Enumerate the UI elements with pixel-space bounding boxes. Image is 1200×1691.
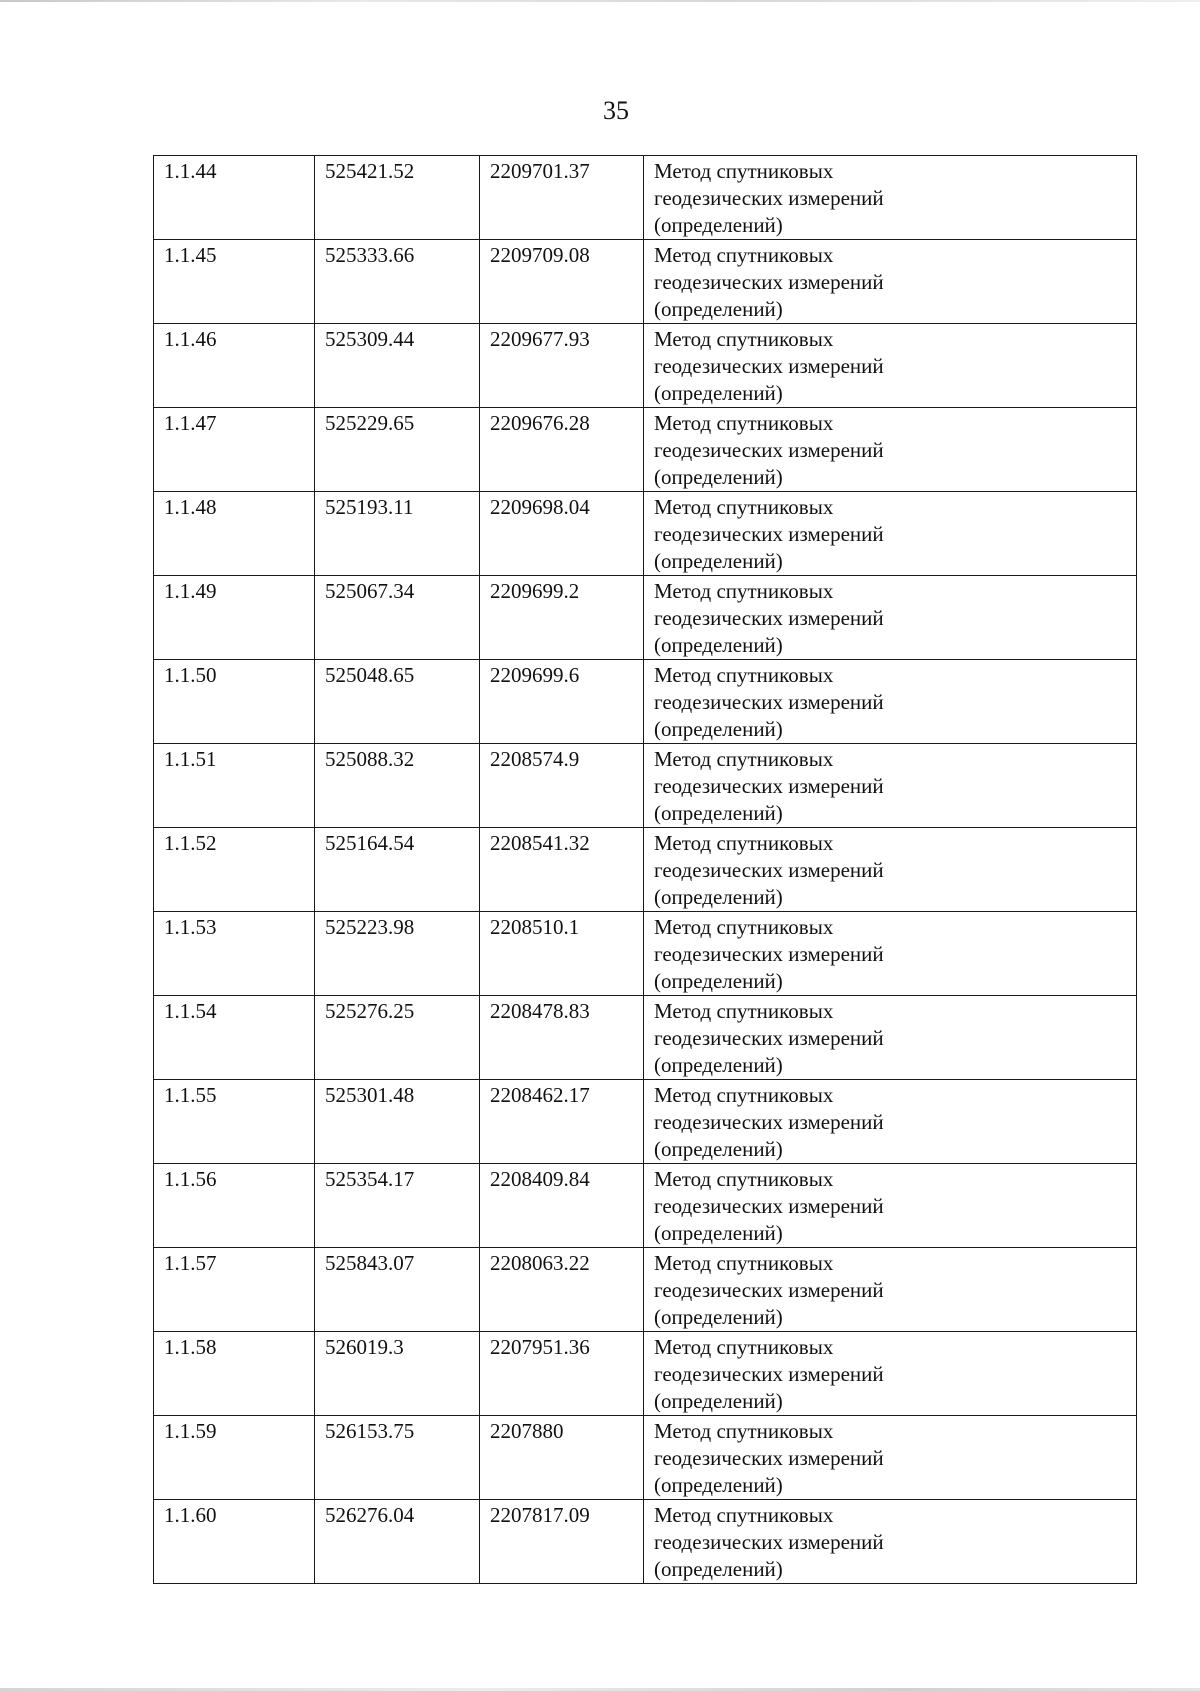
method-text-line: (определений)	[654, 549, 783, 573]
x-coordinate-cell: 525048.65	[315, 660, 480, 744]
y-coordinate-cell: 2207880	[480, 1416, 644, 1500]
method-text-line: геодезических измерений	[654, 354, 884, 378]
table-row	[154, 744, 1137, 828]
y-coordinate-cell: 2208063.22	[480, 1248, 644, 1332]
method-text-line: Метод спутниковых	[654, 243, 834, 267]
method-text-line: геодезических измерений	[654, 1026, 884, 1050]
y-coordinate-cell: 2209677.93	[480, 324, 644, 408]
method-text-line: Метод спутниковых	[654, 831, 834, 855]
x-coordinate-cell: 525333.66	[315, 240, 480, 324]
x-coordinate-cell: 526019.3	[315, 1332, 480, 1416]
method-cell	[644, 744, 1137, 828]
y-coordinate-cell: 2208478.83	[480, 996, 644, 1080]
method-text-line: Метод спутниковых	[654, 1083, 834, 1107]
x-coordinate-cell: 525164.54	[315, 828, 480, 912]
page-number: 35	[603, 96, 629, 125]
method-text-line: Метод спутниковых	[654, 411, 834, 435]
method-text-line: Метод спутниковых	[654, 495, 834, 519]
point-number-cell: 1.1.49	[154, 576, 315, 660]
method-text-line: Метод спутниковых	[654, 159, 834, 183]
method-text-line: Метод спутниковых	[654, 327, 834, 351]
x-coordinate-cell: 525223.98	[315, 912, 480, 996]
method-text-line: геодезических измерений	[654, 270, 884, 294]
y-coordinate-cell: 2207951.36	[480, 1332, 644, 1416]
table-row	[154, 996, 1137, 1080]
method-text-line: (определений)	[654, 465, 783, 489]
point-number-cell: 1.1.45	[154, 240, 315, 324]
y-coordinate-cell: 2209701.37	[480, 156, 644, 240]
method-text-line: геодезических измерений	[654, 1194, 884, 1218]
table-row	[154, 1248, 1137, 1332]
method-text-line: геодезических измерений	[654, 774, 884, 798]
method-cell	[644, 492, 1137, 576]
method-cell	[644, 324, 1137, 408]
point-number-cell: 1.1.50	[154, 660, 315, 744]
method-text-line: геодезических измерений	[654, 606, 884, 630]
method-text-line: (определений)	[654, 381, 783, 405]
method-text-line: геодезических измерений	[654, 186, 884, 210]
method-cell	[644, 408, 1137, 492]
method-text-line: (определений)	[654, 801, 783, 825]
method-cell	[644, 240, 1137, 324]
y-coordinate-cell: 2209698.04	[480, 492, 644, 576]
method-text-line: геодезических измерений	[654, 1446, 884, 1470]
method-text-line: (определений)	[654, 297, 783, 321]
method-text-line: (определений)	[654, 1389, 783, 1413]
method-text-line: Метод спутниковых	[654, 1419, 834, 1443]
y-coordinate-cell: 2208462.17	[480, 1080, 644, 1164]
method-cell	[644, 156, 1137, 240]
method-cell	[644, 1500, 1137, 1584]
table-row	[154, 1080, 1137, 1164]
method-text-line: геодезических измерений	[654, 522, 884, 546]
table-row	[154, 1332, 1137, 1416]
x-coordinate-cell: 525229.65	[315, 408, 480, 492]
method-text-line: Метод спутниковых	[654, 915, 834, 939]
y-coordinate-cell: 2209709.08	[480, 240, 644, 324]
table-row	[154, 828, 1137, 912]
table-row	[154, 912, 1137, 996]
x-coordinate-cell: 526153.75	[315, 1416, 480, 1500]
method-text-line: геодезических измерений	[654, 1110, 884, 1134]
x-coordinate-cell: 525193.11	[315, 492, 480, 576]
y-coordinate-cell: 2208510.1	[480, 912, 644, 996]
method-cell	[644, 996, 1137, 1080]
x-coordinate-cell: 525067.34	[315, 576, 480, 660]
table-row	[154, 492, 1137, 576]
method-text-line: (определений)	[654, 1473, 783, 1497]
y-coordinate-cell: 2209699.2	[480, 576, 644, 660]
method-text-line: Метод спутниковых	[654, 1251, 834, 1275]
method-text-line: (определений)	[654, 717, 783, 741]
y-coordinate-cell: 2208541.32	[480, 828, 644, 912]
table-row	[154, 408, 1137, 492]
table-row	[154, 240, 1137, 324]
x-coordinate-cell: 525421.52	[315, 156, 480, 240]
table-row	[154, 660, 1137, 744]
method-text-line: Метод спутниковых	[654, 999, 834, 1023]
point-number-cell: 1.1.47	[154, 408, 315, 492]
method-cell	[644, 1164, 1137, 1248]
method-text-line: (определений)	[654, 1305, 783, 1329]
method-text-line: Метод спутниковых	[654, 747, 834, 771]
point-number-cell: 1.1.44	[154, 156, 315, 240]
table-row	[154, 1500, 1137, 1584]
table-row	[154, 324, 1137, 408]
method-text-line: (определений)	[654, 969, 783, 993]
point-number-cell: 1.1.55	[154, 1080, 315, 1164]
scan-edge-top	[0, 0, 1200, 2]
x-coordinate-cell: 525843.07	[315, 1248, 480, 1332]
method-text-line: геодезических измерений	[654, 690, 884, 714]
point-number-cell: 1.1.58	[154, 1332, 315, 1416]
method-cell	[644, 1080, 1137, 1164]
y-coordinate-cell: 2207817.09	[480, 1500, 644, 1584]
method-text-line: геодезических измерений	[654, 1362, 884, 1386]
method-text-line: (определений)	[654, 885, 783, 909]
method-text-line: Метод спутниковых	[654, 663, 834, 687]
method-text-line: Метод спутниковых	[654, 1167, 834, 1191]
x-coordinate-cell: 525088.32	[315, 744, 480, 828]
method-text-line: геодезических измерений	[654, 942, 884, 966]
point-number-cell: 1.1.54	[154, 996, 315, 1080]
method-text-line: (определений)	[654, 633, 783, 657]
y-coordinate-cell: 2209676.28	[480, 408, 644, 492]
method-text-line: (определений)	[654, 1557, 783, 1581]
method-cell	[644, 1248, 1137, 1332]
y-coordinate-cell: 2208409.84	[480, 1164, 644, 1248]
point-number-cell: 1.1.48	[154, 492, 315, 576]
method-cell	[644, 1416, 1137, 1500]
method-cell	[644, 912, 1137, 996]
method-cell	[644, 1332, 1137, 1416]
y-coordinate-cell: 2208574.9	[480, 744, 644, 828]
method-cell	[644, 576, 1137, 660]
y-coordinate-cell: 2209699.6	[480, 660, 644, 744]
method-text-line: Метод спутниковых	[654, 1335, 834, 1359]
method-text-line: (определений)	[654, 1053, 783, 1077]
point-number-cell: 1.1.46	[154, 324, 315, 408]
x-coordinate-cell: 526276.04	[315, 1500, 480, 1584]
table-row	[154, 576, 1137, 660]
point-number-cell: 1.1.59	[154, 1416, 315, 1500]
point-number-cell: 1.1.56	[154, 1164, 315, 1248]
method-text-line: (определений)	[654, 1221, 783, 1245]
x-coordinate-cell: 525354.17	[315, 1164, 480, 1248]
point-number-cell: 1.1.60	[154, 1500, 315, 1584]
method-text-line: геодезических измерений	[654, 858, 884, 882]
point-number-cell: 1.1.51	[154, 744, 315, 828]
method-text-line: (определений)	[654, 1137, 783, 1161]
method-text-line: геодезических измерений	[654, 1278, 884, 1302]
method-text-line: Метод спутниковых	[654, 579, 834, 603]
method-text-line: (определений)	[654, 213, 783, 237]
method-text-line: геодезических измерений	[654, 438, 884, 462]
coordinates-table-body	[154, 156, 1137, 1584]
coordinates-table	[153, 155, 1137, 1584]
table-row	[154, 1416, 1137, 1500]
point-number-cell: 1.1.53	[154, 912, 315, 996]
point-number-cell: 1.1.57	[154, 1248, 315, 1332]
point-number-cell: 1.1.52	[154, 828, 315, 912]
method-text-line: геодезических измерений	[654, 1530, 884, 1554]
method-cell	[644, 660, 1137, 744]
x-coordinate-cell: 525276.25	[315, 996, 480, 1080]
method-text-line: Метод спутниковых	[654, 1503, 834, 1527]
table-row	[154, 1164, 1137, 1248]
table-row	[154, 156, 1137, 240]
method-cell	[644, 828, 1137, 912]
x-coordinate-cell: 525301.48	[315, 1080, 480, 1164]
x-coordinate-cell: 525309.44	[315, 324, 480, 408]
